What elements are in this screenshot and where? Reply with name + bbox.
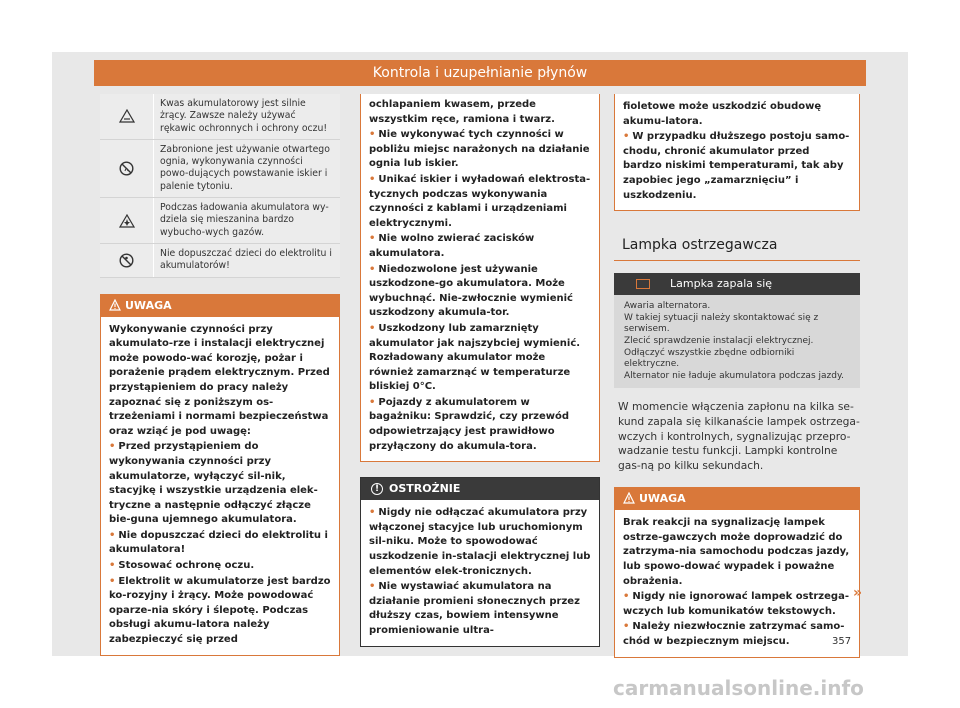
table-row <box>100 244 340 278</box>
bullet-text: Należy niezwłocznie zatrzymać samo-chód w bezpiecznym miejscu. <box>623 621 845 648</box>
warning-title: UWAGA <box>125 298 172 312</box>
bullet-dot-icon: • <box>109 441 116 453</box>
bullet-dot-icon: • <box>369 129 376 141</box>
lamp-line: Zlecić sprawdzenie instalacji elektrycznej. <box>624 335 814 346</box>
bullet-dot-icon: • <box>623 621 630 633</box>
bullet-text: Przed przystąpieniem do wykonywania czynności przy akumulatorze, wyłączyć sil-nik, stacyjkę i wszystkie urządzenia elek-tryczne a następnie odłączyć złącze bie-guna ujemnego akumulatora. <box>109 441 318 526</box>
bullet-dot-icon: • <box>109 529 116 541</box>
acid-warning-icon <box>100 94 154 139</box>
table-cell-text: Nie dopuszczać dzieci do elektrolitu i akumulatorów! <box>154 244 340 277</box>
bullet-text: Niedozwolone jest używanie uszkodzone-go akumulatora. Może wybuchnąć. Nie-zwłocznie wymienić uszkodzony akumula-tor. <box>369 263 573 319</box>
caution-continuation-body <box>615 94 859 210</box>
bullet-dot-icon: • <box>109 575 116 587</box>
table-row <box>100 140 340 198</box>
lamp-description <box>614 295 860 388</box>
bullet-item <box>623 130 851 203</box>
caution-title: OSTROŻNIE <box>389 482 461 496</box>
caution-body <box>361 500 599 645</box>
table-cell-text: Kwas akumulatorowy jest silnie żrący. Zawsze należy używać rękawic ochronnych i ochrony oczu! <box>154 94 340 139</box>
bullet-dot-icon: • <box>109 560 116 572</box>
bullet-item <box>369 128 591 172</box>
column-2 <box>360 94 600 647</box>
caution-continuation <box>614 94 860 211</box>
bullet-text: W przypadku dłuższego postoju samo-chodu, chronić akumulator przed bardzo niskimi temperaturami, tak aby zapobiec jego „zamarznięciu” i uszkodzeniu. <box>623 131 850 201</box>
bullet-text: Nie dopuszczać dzieci do elektrolitu i akumulatora! <box>109 529 328 556</box>
bullet-dot-icon: • <box>369 507 376 519</box>
bullet-item <box>369 506 591 579</box>
bullet-dot-icon: • <box>369 173 376 185</box>
bullet-dot-icon: • <box>369 322 376 334</box>
warning-body-2 <box>615 510 859 656</box>
bullet-item <box>369 232 591 261</box>
warning-box-1 <box>100 294 340 656</box>
page-number: 357 <box>832 636 852 647</box>
table-row <box>100 94 340 140</box>
warning-title-2: UWAGA <box>639 492 686 506</box>
lamp-line: Odłączyć wszystkie zbędne odbiorniki elektryczne. <box>624 347 795 370</box>
lamp-title: Lampka zapala się <box>670 277 773 291</box>
info-circle-icon: ! <box>371 483 383 495</box>
bullet-dot-icon: • <box>369 396 376 408</box>
caution-box <box>360 477 600 646</box>
bullet-item <box>369 396 591 454</box>
warning-box-2 <box>614 487 863 657</box>
bullet-dot-icon: • <box>623 591 630 603</box>
body-paragraph: W momencie włączenia zapłonu na kilka se-kund zapala się kilkanaście lampek ostrzega-wczych i kontrolnych, sygnalizując przepro-wadzanie testu funkcji. Lampki kontrolne gas-ną po kilku sekundach. <box>618 400 860 472</box>
lamp-header <box>614 273 860 295</box>
warning-triangle-icon <box>623 492 635 504</box>
caution-continuation-intro: fioletowe może uszkodzić obudowę akumu-latora. <box>623 101 822 127</box>
bullet-text: Uszkodzony lub zamarznięty akumulator jak najszybciej wymienić. Rozładowany akumulator może również zamarznąć w temperaturze bliskiej 0°C. <box>369 322 581 393</box>
warning-intro: Wykonywanie czynności przy akumulato-rze i instalacji elektrycznej może powodo-wać korozję, pożar i porażenie prądem elektrycznym. Przed przystąpieniem do pracy należy zapoznać się z poniższym os-trzeżeniami i normami bezpieczeństwa oraz wziąć je pod uwagę: <box>109 323 330 437</box>
bullet-dot-icon: • <box>369 581 376 593</box>
bullet-item <box>369 322 591 395</box>
bullet-item <box>369 580 591 638</box>
bullet-dot-icon: • <box>623 131 630 143</box>
bullet-item <box>109 575 331 648</box>
bullet-text: Nie wolno zwierać zacisków akumulatora. <box>369 233 535 259</box>
watermark: carmanualsonline.info <box>613 676 864 700</box>
warning-body <box>101 317 339 655</box>
warning-header <box>101 295 339 317</box>
bullet-item <box>369 263 591 321</box>
bullet-text: Stosować ochronę oczu. <box>118 560 255 572</box>
table-row <box>100 198 340 244</box>
warning-triangle-icon <box>109 299 121 311</box>
column-1 <box>100 94 340 656</box>
bullet-text: Nie wykonywać tych czynności w pobliżu miejsc narażonych na działanie ognia lub iskier. <box>369 129 590 170</box>
bullet-item <box>109 529 331 558</box>
warning-continuation-intro: ochlapaniem kwasem, przede wszystkim ręce, ramiona i twarz. <box>369 99 555 125</box>
bullet-item <box>109 440 331 528</box>
warning-continuation-body <box>361 94 599 461</box>
bullet-text: Nigdy nie odłączać akumulatora przy włączonej stacyjce lub uruchomionym sil-niku. Może to spowodować uszkodzenie in-stalacji elektrycznej lub elementów elek-tronicznych. <box>369 507 591 577</box>
bullet-item <box>623 590 851 619</box>
table-cell-text: Podczas ładowania akumulatora wy-dziela się mieszanina bardzo wybucho-wych gazów. <box>154 198 340 243</box>
bullet-text: Pojazdy z akumulatorem w bagażniku: Sprawdzić, czy przewód odpowietrzający jest prawidłowo przyłączony do akumula-tora. <box>369 396 570 452</box>
caution-header <box>361 478 599 500</box>
bullet-item <box>109 559 331 574</box>
page-header: Kontrola i uzupełnianie płynów <box>94 60 866 86</box>
bullet-item <box>623 620 851 649</box>
symbol-table <box>100 94 340 278</box>
bullet-dot-icon: • <box>369 233 376 245</box>
continue-marker: » <box>853 585 863 601</box>
no-fire-icon <box>100 140 154 197</box>
bullet-text: Unikać iskier i wyładowań elektrosta-tycznych podczas wykonywania czynności z kablami i urządzeniami elektrycznymi. <box>369 173 591 229</box>
warning-header-2 <box>615 488 859 510</box>
lamp-line: W takiej sytuacji należy skontaktować się z serwisem. <box>624 312 819 335</box>
battery-icon <box>636 279 650 289</box>
bullet-text: Elektrolit w akumulatorze jest bardzo ko-rozyjny i żrący. Może powodować oparze-nia skóry i ślepotę. Podczas obsługi akumu-latora należy zabezpieczyć się przed <box>109 575 331 646</box>
warning-continuation <box>360 94 600 462</box>
bullet-dot-icon: • <box>369 263 376 275</box>
bullet-item <box>369 173 591 231</box>
warning-intro-2: Brak reakcji na sygnalizację lampek ostrze-gawczych może doprowadzić do zatrzyma-nia samochodu podczas jazdy, lub spowo-dować wypadek i poważne obrażenia. <box>623 517 850 587</box>
lamp-line: Alternator nie ładuje akumulatora podczas jazdy. <box>624 370 844 381</box>
bullet-text: Nigdy nie ignorować lampek ostrzega-wczych lub komunikatów tekstowych. <box>623 591 849 617</box>
explosion-warning-icon <box>100 198 154 243</box>
lamp-line: Awaria alternatora. <box>624 301 711 312</box>
section-title: Lampka ostrzegawcza <box>614 237 860 261</box>
no-children-icon <box>100 244 154 277</box>
bullet-text: Nie wystawiać akumulatora na działanie promieni słonecznych przez dłuższy czas, bowiem intensywne promieniowanie ultra- <box>369 581 580 636</box>
column-3 <box>614 94 863 658</box>
table-cell-text: Zabronione jest używanie otwartego ognia, wykonywania czynności powo-dujących powstawanie iskier i palenie tytoniu. <box>154 140 340 197</box>
